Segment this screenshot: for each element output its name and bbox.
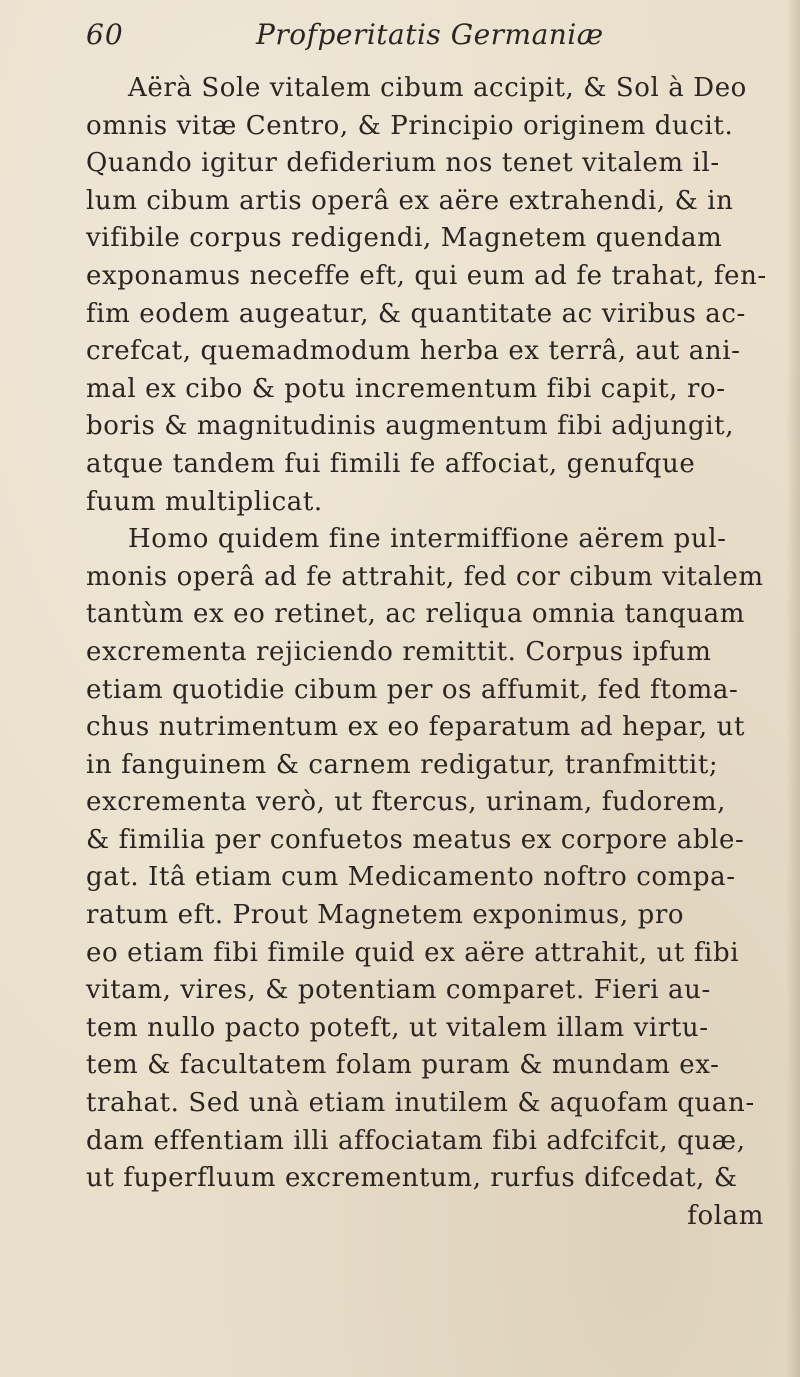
text-line: lum cibum artis operâ ex aëre extrahendi, & in [86,185,734,216]
text-line: tem nullo pacto poteft, ut vitalem illam virtu- [86,1012,709,1043]
text-line: monis operâ ad fe attrahit, fed cor cibum vitalem [86,561,764,592]
text-line: vitam, vires, & potentiam comparet. Fieri au- [86,975,711,1006]
text-line: exponamus neceffe eft, qui eum ad fe trahat, fen- [86,260,767,291]
running-head: Profperitatis Germaniæ [256,18,604,51]
text-line: ratum eft. Prout Magnetem exponimus, pro [86,900,685,931]
text-line: tem & facultatem folam puram & mundam ex- [86,1050,720,1081]
page-header [86,18,746,62]
text-line: mal ex cibo & potu incrementum fibi capit, ro- [86,373,726,404]
text-line: crefcat, quemadmodum herba ex terrâ, aut ani- [86,336,741,367]
page-edge-shadow [786,0,800,1377]
text-line: boris & magnitudinis augmentum fibi adjungit, [86,411,735,442]
text-line: atque tandem fui fimili fe affociat, genufque [86,448,696,479]
text-line: fim eodem augeatur, & quantitate ac viribus ac- [86,298,746,329]
text-line: gat. Itâ etiam cum Medicamento noftro compa- [86,862,736,893]
text-line: & fimilia per confuetos meatus ex corpore able- [86,824,745,855]
text-line: dam effentiam illi affociatam fibi adfcifcit, quæ, [86,1125,746,1156]
text-line: Quando igitur defiderium nos tenet vitalem il- [86,148,720,179]
text-line: Homo quidem fine intermiffione aërem pul- [128,524,727,555]
text-line: fuum multiplicat. [86,486,323,517]
text-line: trahat. Sed unà etiam inutilem & aquofam quan- [86,1088,755,1119]
text-line: Aërà Sole vitalem cibum accipit, & Sol à Deo [128,73,747,103]
text-line: in fanguinem & carnem redigatur, tranfmittit; [86,749,719,780]
text-line: eo etiam fibi fimile quid ex aëre attrahit, ut fibi [86,937,740,968]
text-line: tantùm ex eo retinet, ac reliqua omnia tanquam [86,599,746,630]
text-line: etiam quotidie cibum per os affumit, fed ftoma- [86,674,739,705]
text-line: omnis vitæ Centro, & Principio originem ducit. [86,110,734,141]
text-line: ut fuperfluum excrementum, rurfus difcedat, & [86,1163,738,1194]
text-line: vifibile corpus redigendi, Magnetem quendam [86,223,723,254]
text-line: chus nutrimentum ex eo feparatum ad hepar, ut [86,712,746,743]
body-text [86,70,786,1235]
catchword: folam [687,1200,764,1231]
text-line: excrementa verò, ut ftercus, urinam, fudorem, [86,787,726,818]
text-line: excrementa rejiciendo remittit. Corpus ipfum [86,636,712,667]
page-number: 60 [86,18,124,51]
